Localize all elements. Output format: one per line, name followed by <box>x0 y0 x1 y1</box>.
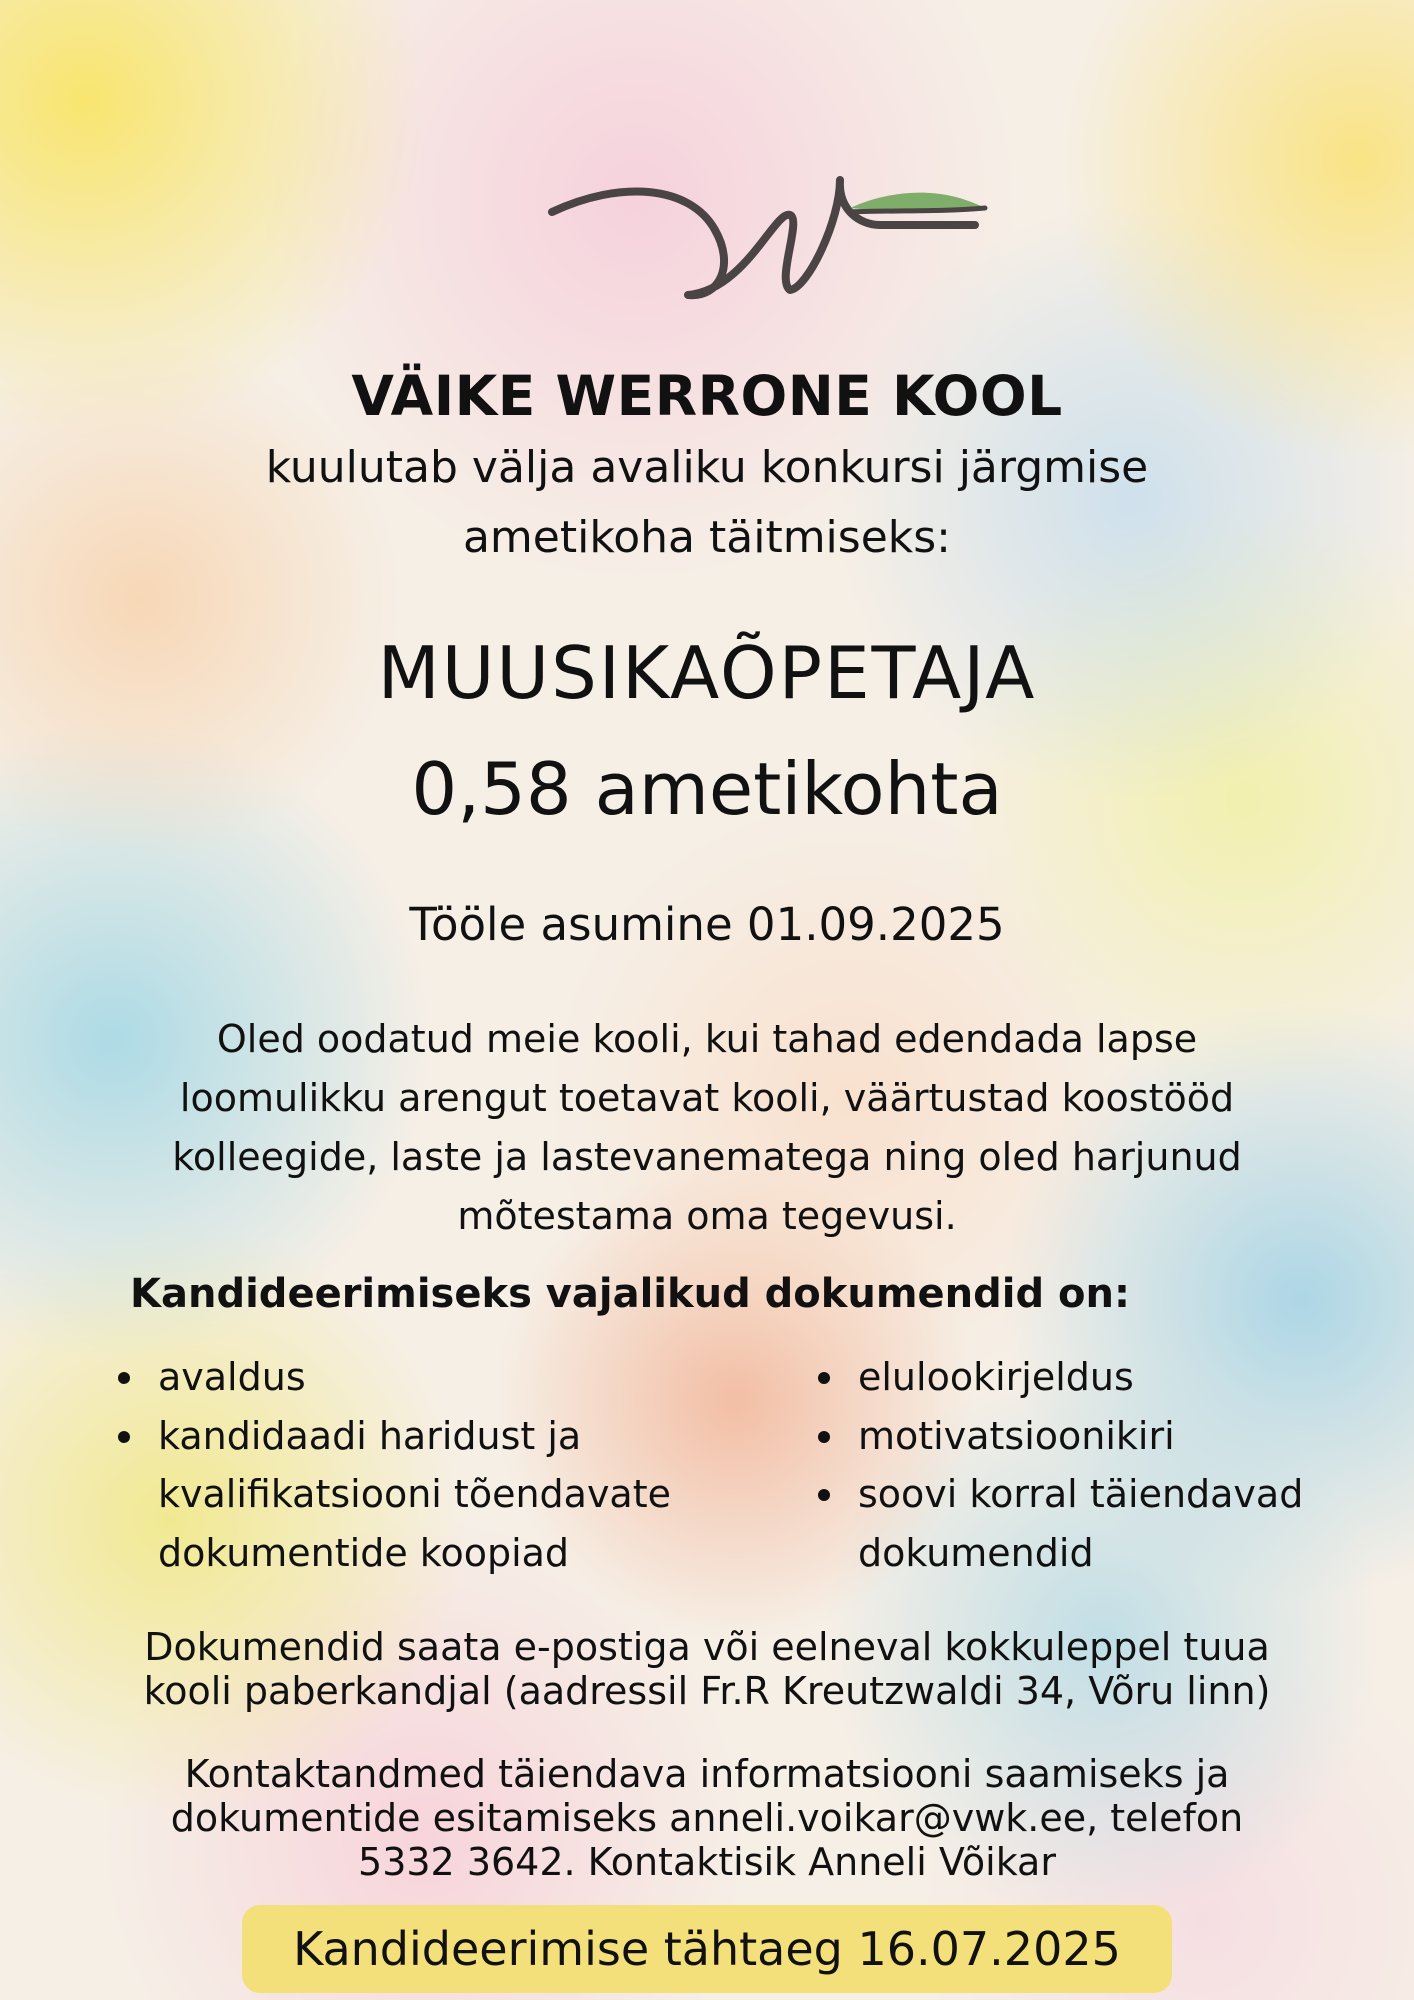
description-line: kolleegide, laste ja lastevanematega ning oled harjunud <box>172 1135 1242 1179</box>
contact-info <box>60 1752 1354 1884</box>
submission-line: Dokumendid saata e-postiga või eelneval kokkuleppel tuua <box>144 1625 1270 1669</box>
bullet-icon <box>118 1372 130 1384</box>
intro-line: ametikoha täitmiseks: <box>462 512 952 563</box>
list-item: elulookirjeldus <box>812 1348 1412 1407</box>
documents-heading: Kandideerimiseks vajalikud dokumendid on: <box>130 1271 1130 1317</box>
submission-line: kooli paberkandjal (aadressil Fr.R Kreutzwaldi 34, Võru linn) <box>143 1669 1271 1713</box>
list-item: kandidaadi haridust ja kvalifikatsiooni tõendavate dokumentide koopiad <box>112 1407 752 1583</box>
school-name: VÄIKE WERRONE KOOL <box>351 364 1063 428</box>
bullet-icon <box>818 1431 830 1443</box>
contact-line: Kontaktandmed täiendava informatsiooni saamiseks ja <box>184 1752 1230 1796</box>
description <box>90 1010 1324 1246</box>
intro-text <box>180 433 1234 573</box>
job-load: 0,58 ametikohta <box>411 747 1003 831</box>
deadline-banner: Kandideerimise tähtaeg 16.07.2025 <box>242 1905 1172 1993</box>
intro-line: kuulutab välja avaliku konkursi järgmise <box>265 442 1149 493</box>
bullet-icon <box>818 1489 830 1501</box>
contact-line: dokumentide esitamiseks anneli.voikar@vwk.ee, telefon <box>170 1796 1244 1840</box>
list-item: soovi korral täiendavad dokumendid <box>812 1465 1412 1582</box>
submission-info <box>40 1625 1374 1713</box>
school-logo-icon <box>540 170 1000 330</box>
job-title: MUUSIKAÕPETAJA <box>377 631 1037 715</box>
start-date: Tööle asumine 01.09.2025 <box>409 898 1005 951</box>
description-line: mõtestama oma tegevusi. <box>457 1194 957 1238</box>
description-line: Oled oodatud meie kooli, kui tahad edendada lapse <box>216 1017 1198 1061</box>
description-line: loomulikku arengut toetavat kooli, väärtustad koostööd <box>179 1076 1235 1120</box>
contact-line: 5332 3642. Kontaktisik Anneli Võikar <box>358 1840 1056 1884</box>
list-item: avaldus <box>112 1348 752 1407</box>
bullet-icon <box>818 1372 830 1384</box>
documents-list-right <box>812 1348 1412 1582</box>
bullet-icon <box>118 1431 130 1443</box>
documents-list-left <box>112 1348 752 1582</box>
list-item: motivatsioonikiri <box>812 1407 1412 1466</box>
